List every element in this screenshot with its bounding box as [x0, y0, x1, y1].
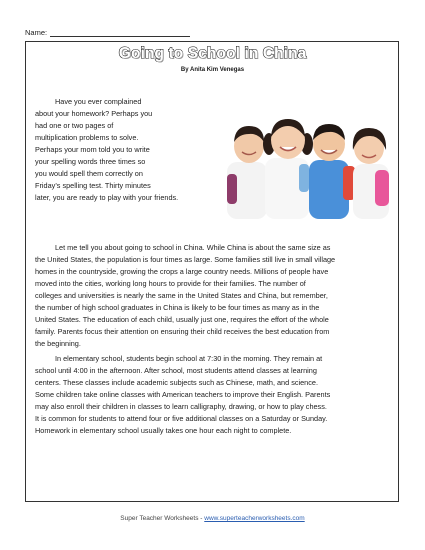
para3-line: Some children take online classes with American teachers to improve their English. Parents	[35, 390, 331, 399]
name-blank-line[interactable]	[50, 29, 190, 37]
para2-line: moved into the cities, working long hours to provide for their families. The number of	[35, 279, 306, 288]
para2-line: Let me tell you about going to school in China. While China is about the same size as	[55, 243, 331, 252]
name-label: Name:	[25, 28, 48, 37]
name-field[interactable]	[25, 28, 190, 37]
article-byline: By Anita Kim Venegas	[180, 67, 245, 73]
paragraph-2	[35, 242, 391, 350]
intro-line: multiplication problems to solve.	[35, 133, 139, 142]
para2-line: the beginning.	[35, 339, 81, 348]
paragraph-3	[35, 353, 391, 437]
intro-line: about your homework? Perhaps you	[35, 109, 153, 118]
para3-line: Homework in elementary school usually takes one hour each night to complete.	[35, 426, 292, 435]
footer-brand: Super Teacher Worksheets -	[120, 515, 205, 522]
child-4	[353, 128, 389, 219]
child-1	[227, 126, 267, 219]
article-title: Going to School in China	[118, 45, 307, 62]
article-body	[35, 242, 391, 437]
para2-line: homes in the countryside, growing the crops a large country needs. Millions of people have	[35, 267, 329, 276]
para3-line: centers. These classes include academic subjects such as Chinese, math, and science.	[35, 378, 318, 387]
para2-line: colleges and universities is nearly the same in the United States and China, but remember,	[35, 291, 328, 300]
child-2	[263, 119, 313, 219]
para3-line: may also enroll their children in classes to learn calligraphy, drawing, or how to play chess.	[35, 402, 327, 411]
intro-line: later, you are ready to play with your friends.	[35, 193, 179, 202]
para3-line: In elementary school, students begin school at 7:30 in the morning. They remain at	[55, 354, 323, 363]
intro-line: your spelling words three times so	[35, 157, 146, 166]
page-footer	[0, 515, 425, 522]
intro-line: Perhaps your mom told you to write	[35, 145, 150, 154]
para2-line: the United States, the population is four times as large. Some families still live in small village	[35, 255, 336, 264]
intro-line: Have you ever complained	[55, 97, 142, 106]
child-3	[309, 124, 355, 219]
intro-line: Friday’s spelling test. Thirty minutes	[35, 181, 151, 190]
para3-line: school until 4:00 in the afternoon. After school, most students attend classes at learning	[35, 366, 317, 375]
para2-line: United States. The education of each child, usually just one, requires the effort of the whole	[35, 315, 329, 324]
footer-website-link[interactable]: www.superteacherworksheets.com	[204, 515, 305, 522]
intro-paragraph	[35, 96, 225, 204]
para2-line: family. Parents focus their attention on ensuring their child receives the best education from	[35, 327, 330, 336]
intro-line: you would spell them correctly on	[35, 169, 143, 178]
para3-line: It is common for students to attend four or five additional classes on a Saturday or Sunday.	[35, 414, 328, 423]
children-photo	[225, 104, 390, 219]
intro-line: had one or two pages of	[35, 121, 114, 130]
para2-line: the number of high school graduates in China is likely to be four times as many as in the	[35, 303, 320, 312]
